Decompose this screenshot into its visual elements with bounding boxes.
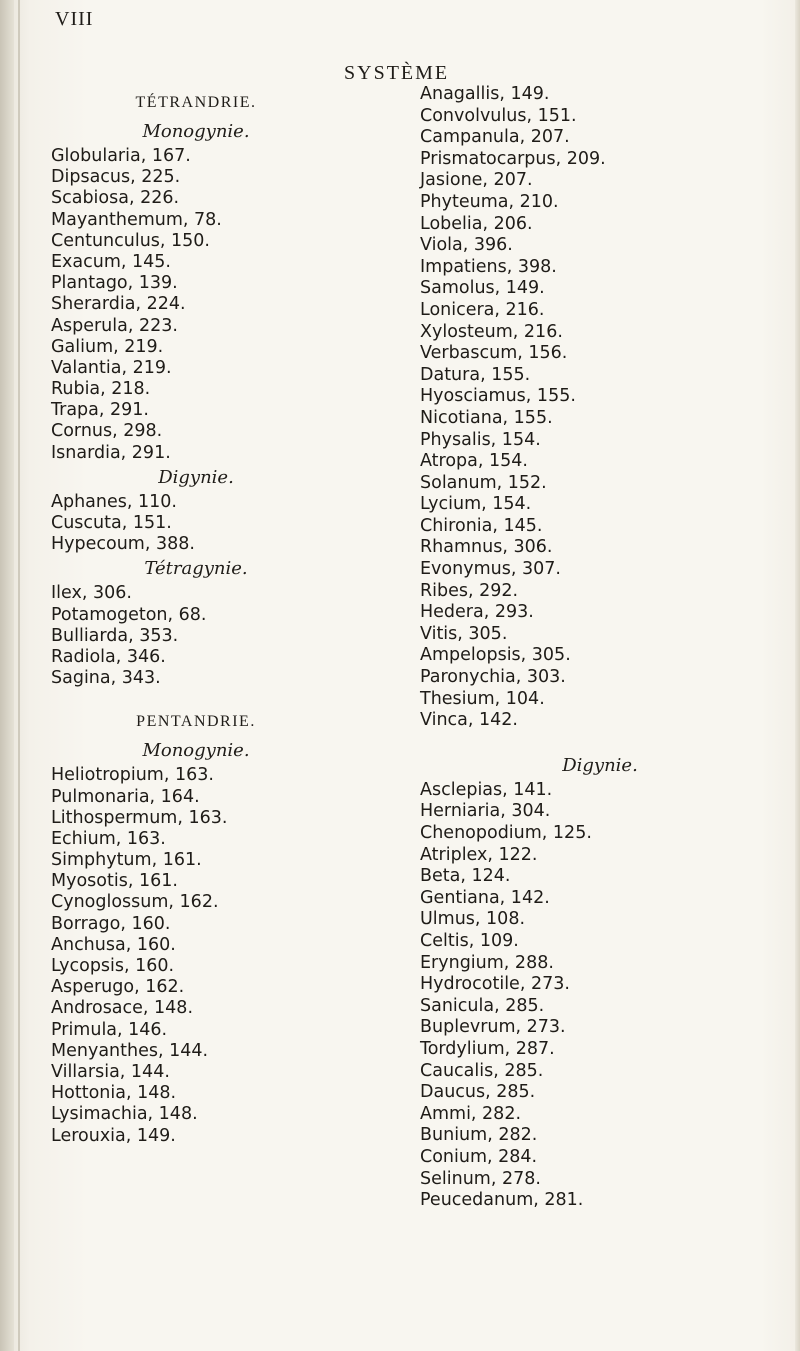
index-entry: Ilex, 306. — [51, 583, 132, 604]
index-entry: Prismatocarpus, 209. — [420, 148, 606, 169]
index-entry: Ammi, 282. — [420, 1103, 522, 1124]
index-entry: Exacum, 145. — [51, 251, 171, 272]
index-entry: Mayanthemum, 78. — [51, 209, 222, 230]
index-entry: Jasione, 207. — [420, 170, 533, 191]
order-title-monogynie: Monogynie. — [142, 740, 250, 762]
section-spacer — [51, 689, 341, 707]
index-entry: Tordylium, 287. — [420, 1038, 555, 1059]
index-entry: Potamogeton, 68. — [51, 604, 207, 625]
section-spacer — [420, 732, 780, 752]
entry-list — [51, 765, 341, 1146]
index-entry: Bunium, 282. — [420, 1125, 538, 1146]
entry-list — [51, 583, 341, 689]
index-entry: Aphanes, 110. — [51, 491, 177, 512]
index-entry: Caucalis, 285. — [420, 1060, 544, 1081]
right-column — [420, 84, 780, 1212]
index-entry: Asperugo, 162. — [51, 977, 185, 998]
binding-shadow-line — [18, 0, 20, 1351]
index-entry: Chironia, 145. — [420, 515, 543, 536]
index-entry: Hyosciamus, 155. — [420, 386, 576, 407]
index-entry: Globularia, 167. — [51, 146, 191, 166]
index-entry: Sherardia, 224. — [51, 294, 186, 315]
entry-list — [51, 492, 341, 556]
index-entry: Gentiana, 142. — [420, 887, 550, 908]
index-entry: Phyteuma, 210. — [420, 191, 559, 212]
index-entry: Scabiosa, 226. — [51, 188, 180, 209]
index-entry: Lysimachia, 148. — [51, 1104, 198, 1125]
index-entry: Primula, 146. — [51, 1019, 168, 1040]
index-entry: Galium, 219. — [51, 336, 164, 357]
index-entry: Vitis, 305. — [420, 623, 508, 644]
index-entry: Verbascum, 156. — [420, 343, 568, 364]
index-entry: Borrago, 160. — [51, 913, 171, 934]
index-entry: Ampelopsis, 305. — [420, 645, 571, 666]
index-entry: Dipsacus, 225. — [51, 167, 181, 188]
index-entry: Atropa, 154. — [420, 451, 528, 472]
index-entry: Myosotis, 161. — [51, 871, 178, 892]
index-entry: Hypecoum, 388. — [51, 534, 195, 555]
index-entry: Convolvulus, 151. — [420, 105, 577, 126]
index-entry: Ulmus, 108. — [420, 909, 526, 930]
order-title-monogynie: Monogynie. — [142, 121, 250, 142]
index-entry: Heliotropium, 163. — [51, 765, 214, 786]
index-entry: Valantia, 219. — [51, 357, 172, 378]
binding-gutter — [0, 0, 14, 1351]
page-edge — [795, 0, 800, 1351]
left-column — [51, 88, 341, 1147]
index-entry: Radiola, 346. — [51, 646, 166, 667]
index-entry: Cuscuta, 151. — [51, 513, 172, 533]
index-entry: Solanum, 152. — [420, 472, 547, 493]
index-entry: Anagallis, 149. — [420, 84, 550, 104]
index-entry: Herniaria, 304. — [420, 801, 551, 822]
index-entry: Celtis, 109. — [420, 930, 519, 951]
index-entry: Viola, 396. — [420, 235, 513, 256]
index-entry: Lycium, 154. — [420, 494, 532, 515]
index-entry: Isnardia, 291. — [51, 442, 171, 463]
index-entry: Beta, 124. — [420, 866, 511, 887]
index-entry: Selinum, 278. — [420, 1168, 541, 1189]
entry-list — [420, 84, 780, 732]
index-entry: Echium, 163. — [51, 828, 166, 849]
index-entry: Lonicera, 216. — [420, 299, 545, 320]
index-entry: Sagina, 343. — [51, 668, 161, 689]
index-entry: Sanicula, 285. — [420, 995, 545, 1016]
class-title-tetrandrie: TÉTRANDRIE. — [135, 94, 257, 111]
index-entry: Atriplex, 122. — [420, 844, 538, 865]
running-head: SYSTÈME — [344, 62, 450, 84]
index-entry: Cornus, 298. — [51, 421, 163, 442]
index-entry: Trapa, 291. — [51, 400, 149, 421]
index-entry: Paronychia, 303. — [420, 667, 566, 688]
index-entry: Rhamnus, 306. — [420, 537, 553, 558]
index-entry: Hydrocotile, 273. — [420, 974, 570, 995]
class-title-pentandrie: PENTANDRIE. — [136, 713, 256, 731]
index-entry: Asclepias, 141. — [420, 779, 553, 800]
index-entry: Bulliarda, 353. — [51, 625, 179, 646]
index-entry: Hottonia, 148. — [51, 1083, 177, 1104]
index-entry: Nicotiana, 155. — [420, 407, 553, 428]
index-entry: Daucus, 285. — [420, 1082, 536, 1103]
index-entry: Menyanthes, 144. — [51, 1040, 209, 1061]
index-entry: Datura, 155. — [420, 364, 531, 385]
index-entry: Campanula, 207. — [420, 127, 570, 148]
page-number: VIII — [55, 8, 94, 30]
index-entry: Eryngium, 288. — [420, 952, 554, 973]
index-entry: Impatiens, 398. — [420, 256, 557, 277]
index-entry: Lerouxia, 149. — [51, 1125, 176, 1146]
index-entry: Buplevrum, 273. — [420, 1017, 566, 1038]
order-title-digynie: Digynie. — [562, 754, 638, 776]
index-entry: Peucedanum, 281. — [420, 1190, 584, 1211]
index-entry: Lobelia, 206. — [420, 213, 533, 234]
index-entry: Villarsia, 144. — [51, 1061, 170, 1082]
index-entry: Ribes, 292. — [420, 580, 519, 601]
index-entry: Anchusa, 160. — [51, 934, 176, 955]
entry-list — [420, 780, 780, 1212]
index-entry: Lycopsis, 160. — [51, 956, 175, 976]
index-entry: Pulmonaria, 164. — [51, 786, 200, 807]
index-entry: Androsace, 148. — [51, 998, 194, 1019]
index-entry: Vinca, 142. — [420, 710, 518, 731]
index-entry: Lithospermum, 163. — [51, 807, 228, 828]
index-entry: Conium, 284. — [420, 1146, 538, 1167]
index-entry: Xylosteum, 216. — [420, 321, 563, 342]
index-entry: Hedera, 293. — [420, 602, 534, 623]
entry-list — [51, 146, 341, 464]
index-entry: Asperula, 223. — [51, 315, 178, 336]
order-title-tetragynie: Tétragynie. — [144, 558, 248, 580]
order-title-digynie: Digynie. — [158, 466, 234, 488]
index-entry: Plantago, 139. — [51, 273, 178, 294]
index-entry: Chenopodium, 125. — [420, 823, 592, 843]
index-entry: Evonymus, 307. — [420, 559, 561, 580]
index-entry: Cynoglossum, 162. — [51, 892, 219, 913]
index-entry: Simphytum, 161. — [51, 850, 202, 871]
index-entry: Physalis, 154. — [420, 429, 541, 450]
index-entry: Centunculus, 150. — [51, 230, 210, 251]
index-entry: Rubia, 218. — [51, 379, 151, 400]
index-entry: Thesium, 104. — [420, 688, 545, 709]
index-entry: Samolus, 149. — [420, 278, 545, 299]
